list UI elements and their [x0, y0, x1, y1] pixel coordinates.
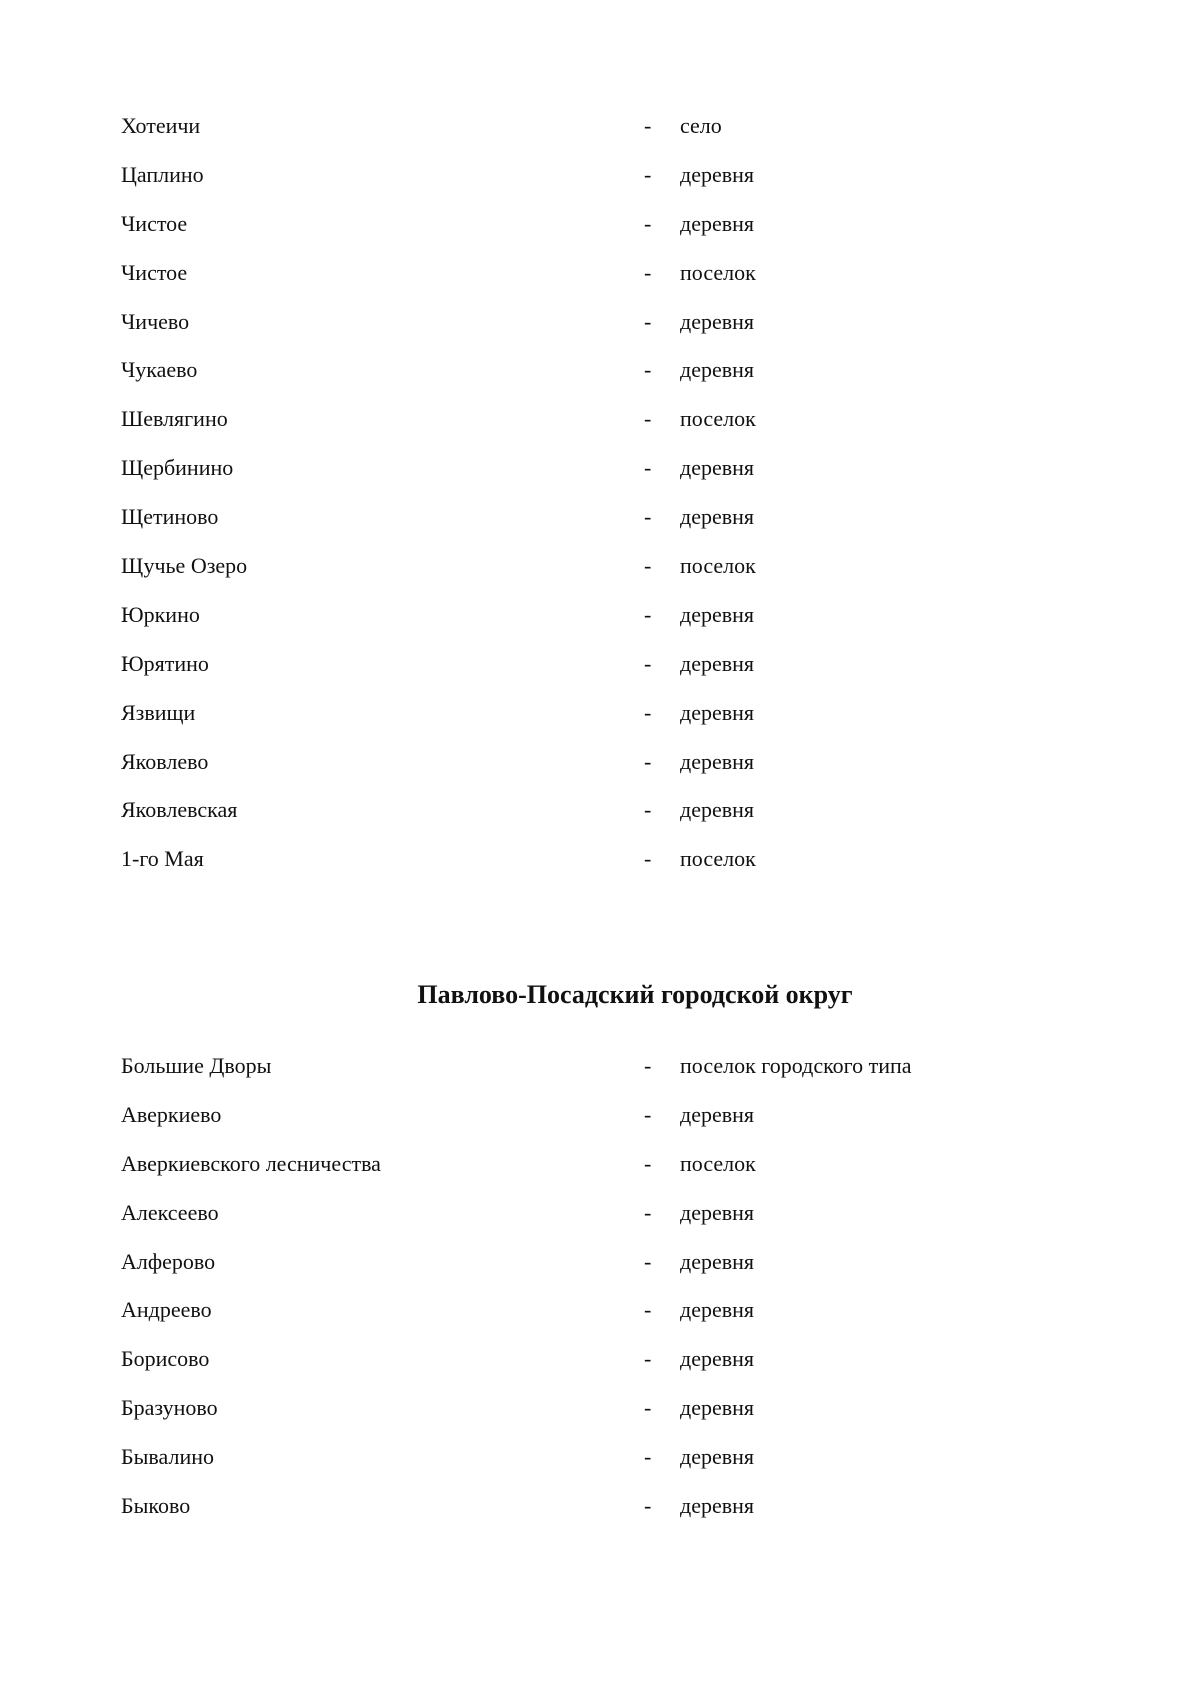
settlement-name: Язвищи — [121, 699, 196, 725]
settlement-type: поселок — [680, 1150, 756, 1176]
separator-dash: - — [644, 1150, 652, 1176]
settlement-type: деревня — [680, 1395, 755, 1421]
section-heading: Павлово-Посадский городской округ — [417, 980, 853, 1009]
separator-dash: - — [644, 308, 652, 334]
settlement-name: Щербинино — [121, 455, 234, 481]
settlement-name: Алферово — [121, 1248, 216, 1274]
settlement-type: село — [680, 113, 722, 138]
settlement-type: деревня — [680, 699, 755, 725]
list-item — [0, 651, 1200, 700]
list-item — [0, 504, 1200, 553]
settlement-type: деревня — [680, 1493, 755, 1519]
settlement-type: поселок — [680, 846, 756, 872]
separator-dash: - — [644, 1053, 652, 1078]
settlement-type: деревня — [680, 1199, 755, 1225]
settlement-type: деревня — [680, 210, 755, 236]
list-item — [0, 455, 1200, 504]
separator-dash: - — [644, 504, 652, 530]
settlement-type: деревня — [680, 161, 755, 187]
separator-dash: - — [644, 259, 652, 285]
settlement-name: Щучье Озеро — [121, 553, 248, 579]
settlement-type: деревня — [680, 1346, 755, 1372]
settlement-name: Яковлевская — [121, 797, 238, 823]
settlement-name: Чистое — [121, 210, 188, 236]
list-item — [0, 602, 1200, 651]
list-item — [0, 113, 1200, 162]
settlement-name: Юркино — [121, 601, 200, 627]
settlement-name: Щетиново — [121, 504, 219, 530]
settlement-type: деревня — [680, 650, 755, 676]
list-item — [0, 846, 1200, 895]
settlement-name: Аверкиево — [121, 1101, 222, 1127]
separator-dash: - — [644, 1297, 652, 1323]
list-item — [0, 1297, 1200, 1346]
settlement-type: деревня — [680, 748, 755, 774]
settlement-name: Бразуново — [121, 1395, 218, 1421]
settlement-name: 1-го Мая — [121, 846, 204, 872]
settlement-name: Хотеичи — [121, 113, 201, 138]
list-item — [0, 749, 1200, 798]
settlement-type: поселок — [680, 259, 756, 285]
settlement-type: деревня — [680, 601, 755, 627]
settlement-type: поселок — [680, 553, 756, 579]
settlement-type: поселок городского типа — [680, 1053, 912, 1078]
separator-dash: - — [644, 1395, 652, 1421]
separator-dash: - — [644, 1444, 652, 1470]
list-item — [0, 260, 1200, 309]
list-item — [0, 797, 1200, 846]
settlement-type: деревня — [680, 308, 755, 334]
separator-dash: - — [644, 406, 652, 432]
settlement-name: Быково — [121, 1493, 191, 1519]
list-item — [0, 406, 1200, 455]
separator-dash: - — [644, 553, 652, 579]
list-item — [0, 1346, 1200, 1395]
settlement-type: деревня — [680, 1248, 755, 1274]
settlement-name: Чичево — [121, 308, 190, 334]
separator-dash: - — [644, 601, 652, 627]
separator-dash: - — [644, 161, 652, 187]
settlement-type: деревня — [680, 1101, 755, 1127]
settlement-name: Борисово — [121, 1346, 210, 1372]
settlement-type: деревня — [680, 797, 755, 823]
list-item — [0, 309, 1200, 358]
separator-dash: - — [644, 357, 652, 383]
separator-dash: - — [644, 1248, 652, 1274]
separator-dash: - — [644, 113, 652, 138]
settlement-type: деревня — [680, 504, 755, 530]
separator-dash: - — [644, 748, 652, 774]
settlement-name: Шевлягино — [121, 406, 228, 432]
list-item — [0, 1395, 1200, 1444]
settlement-list — [0, 113, 1200, 895]
list-item — [0, 211, 1200, 260]
settlement-type: поселок — [680, 406, 756, 432]
list-item — [0, 162, 1200, 211]
settlement-name: Большие Дворы — [121, 1053, 272, 1078]
separator-dash: - — [644, 1493, 652, 1519]
settlement-name: Андреево — [121, 1297, 212, 1323]
list-item — [0, 1102, 1200, 1151]
list-item — [0, 1053, 1200, 1102]
settlement-name: Яковлево — [121, 748, 209, 774]
separator-dash: - — [644, 699, 652, 725]
list-item — [0, 1151, 1200, 1200]
separator-dash: - — [644, 455, 652, 481]
list-item — [0, 700, 1200, 749]
settlement-name: Чукаево — [121, 357, 198, 383]
separator-dash: - — [644, 1199, 652, 1225]
settlement-name: Цаплино — [121, 161, 204, 187]
list-item — [0, 1444, 1200, 1493]
list-item — [0, 357, 1200, 406]
settlement-name: Алексеево — [121, 1199, 219, 1225]
settlement-type: деревня — [680, 357, 755, 383]
separator-dash: - — [644, 846, 652, 872]
separator-dash: - — [644, 797, 652, 823]
list-item — [0, 553, 1200, 602]
settlement-list — [0, 1053, 1200, 1542]
list-item — [0, 1200, 1200, 1249]
separator-dash: - — [644, 1346, 652, 1372]
settlement-type: деревня — [680, 1297, 755, 1323]
settlement-name: Аверкиевского лесничества — [121, 1150, 381, 1176]
settlement-name: Юрятино — [121, 650, 209, 676]
list-item — [0, 1493, 1200, 1542]
settlement-type: деревня — [680, 455, 755, 481]
separator-dash: - — [644, 1101, 652, 1127]
settlement-type: деревня — [680, 1444, 755, 1470]
separator-dash: - — [644, 210, 652, 236]
list-item — [0, 1249, 1200, 1298]
settlement-name: Чистое — [121, 259, 188, 285]
settlement-name: Бывалино — [121, 1444, 214, 1470]
separator-dash: - — [644, 650, 652, 676]
